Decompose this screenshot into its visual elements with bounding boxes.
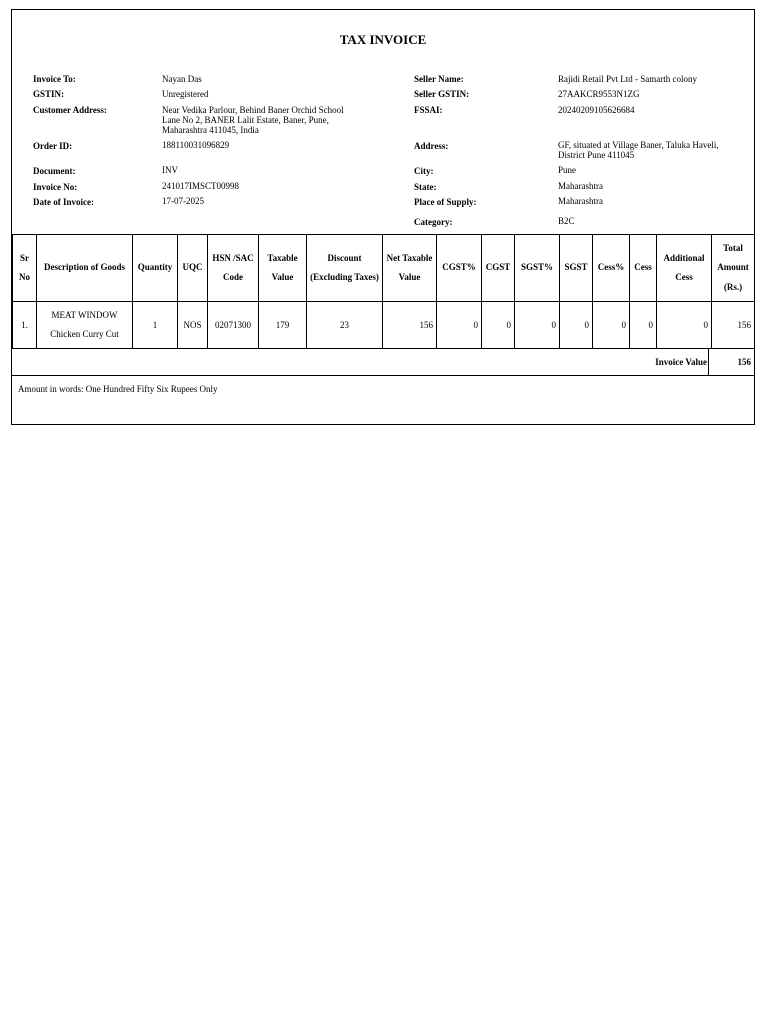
state-value: Maharashtra: [558, 181, 603, 191]
order-id-label: Order ID:: [33, 141, 73, 151]
cell-cgst-pct: 0: [437, 302, 482, 349]
cell-cess: 0: [630, 302, 657, 349]
customer-address-value: Near Vedika Parlour, Behind Baner Orchid School Lane No 2, BANER Lalit Estate, Baner, Pune, Maharashtra 411045, India: [162, 105, 344, 135]
cell-cess-pct: 0: [593, 302, 630, 349]
fssai-value: 20240209105626684: [558, 105, 635, 115]
seller-address-label: Address:: [414, 141, 449, 151]
gstin-label: GSTIN:: [33, 89, 65, 99]
col-header-quantity: Quantity: [133, 235, 178, 302]
items-table: [12, 234, 755, 349]
date-of-invoice-value: 17-07-2025: [162, 196, 204, 206]
amount-in-words: Amount in words: One Hundred Fifty Six Rupees Only: [18, 384, 218, 394]
fssai-label: FSSAI:: [414, 105, 443, 115]
col-header-cess: Cess: [630, 235, 657, 302]
col-header-total-amount: Total Amount (Rs.): [712, 235, 755, 302]
col-header-hsn-sac-code: HSN /SAC Code: [208, 235, 259, 302]
col-header-sgst-pct: SGST%: [515, 235, 560, 302]
col-header-cgst-pct: CGST%: [437, 235, 482, 302]
place-of-supply-label: Place of Supply:: [414, 197, 477, 207]
seller-name-label: Seller Name:: [414, 74, 464, 84]
customer-address-label: Customer Address:: [33, 105, 107, 115]
invoice-value-amount: 156: [737, 357, 751, 367]
invoice-frame: [11, 9, 755, 425]
cell-description-line1: MEAT WINDOW: [51, 310, 118, 320]
cell-quantity: 1: [133, 302, 178, 349]
cell-uqc: NOS: [178, 302, 208, 349]
col-header-additional-cess: Additional Cess: [657, 235, 712, 302]
col-header-sgst: SGST: [560, 235, 593, 302]
category-label: Category:: [414, 217, 453, 227]
cell-total-amount: 156: [712, 302, 755, 349]
category-value: B2C: [558, 216, 575, 226]
invoice-to-label: Invoice To:: [33, 74, 76, 84]
document-label: Document:: [33, 166, 76, 176]
col-header-sr-no: Sr No: [13, 235, 37, 302]
cell-cgst: 0: [482, 302, 515, 349]
cell-description-line2: Chicken Curry Cut: [50, 329, 119, 339]
cell-sgst-pct: 0: [515, 302, 560, 349]
invoice-value-divider: [708, 349, 709, 375]
seller-gstin-value: 27AAKCR9553N1ZG: [558, 89, 640, 99]
col-header-net-taxable-value: Net Taxable Value: [383, 235, 437, 302]
table-row: [13, 302, 755, 349]
date-of-invoice-label: Date of Invoice:: [33, 197, 94, 207]
document-value: INV: [162, 165, 178, 175]
cell-additional-cess: 0: [657, 302, 712, 349]
seller-gstin-label: Seller GSTIN:: [414, 89, 470, 99]
cell-discount: 23: [307, 302, 383, 349]
cell-description: [37, 302, 133, 349]
col-header-uqc: UQC: [178, 235, 208, 302]
seller-name-value: Rajidi Retail Pvt Ltd - Samarth colony: [558, 74, 697, 84]
city-value: Pune: [558, 165, 576, 175]
table-header-row: [13, 235, 755, 302]
invoice-title: TAX INVOICE: [339, 32, 427, 47]
col-header-cess-pct: Cess%: [593, 235, 630, 302]
col-header-taxable-value: Taxable Value: [259, 235, 307, 302]
cell-net-taxable-value: 156: [383, 302, 437, 349]
invoice-value-label: Invoice Value: [655, 357, 707, 367]
order-id-value: 188110031096829: [162, 140, 230, 150]
cell-sgst: 0: [560, 302, 593, 349]
seller-address-value: GF, situated at Village Baner, Taluka Haveli, District Pune 411045: [558, 140, 719, 160]
col-header-cgst: CGST: [482, 235, 515, 302]
invoice-to-value: Nayan Das: [162, 74, 202, 84]
col-header-discount: Discount (Excluding Taxes): [307, 235, 383, 302]
col-header-description: Description of Goods: [37, 235, 133, 302]
gstin-value: Unregistered: [162, 89, 209, 99]
cell-hsn: 02071300: [208, 302, 259, 349]
cell-sr-no: 1.: [13, 302, 37, 349]
invoice-no-value: 241017IMSCT00998: [162, 181, 240, 191]
city-label: City:: [414, 166, 434, 176]
invoice-value-row: [12, 348, 754, 376]
state-label: State:: [414, 182, 437, 192]
invoice-no-label: Invoice No:: [33, 182, 78, 192]
cell-taxable-value: 179: [259, 302, 307, 349]
place-of-supply-value: Maharashtra: [558, 196, 603, 206]
